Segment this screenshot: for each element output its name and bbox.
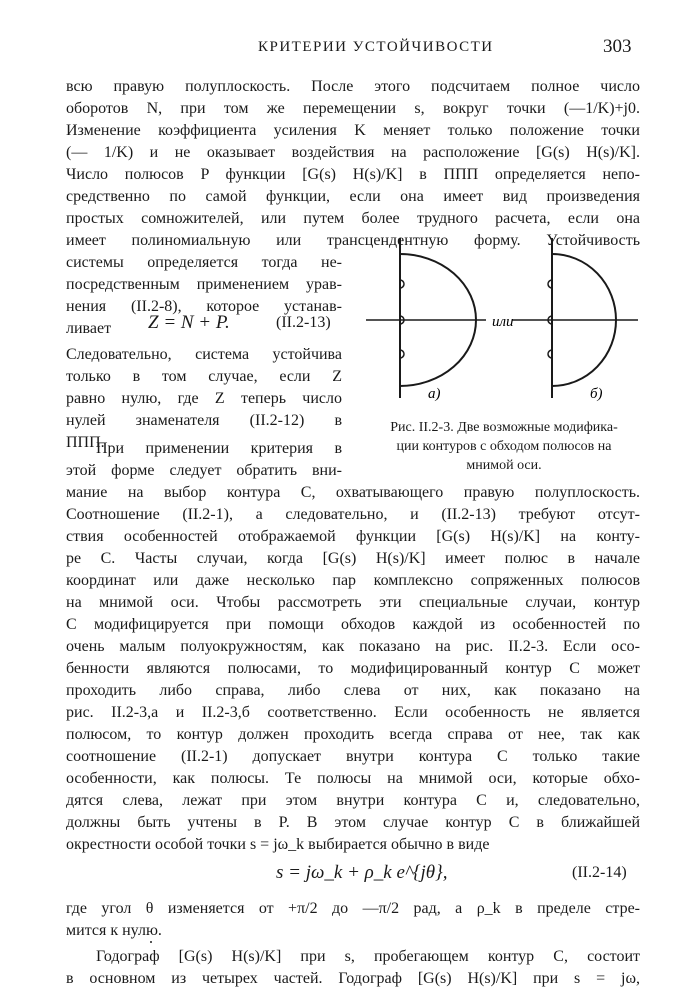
figure-label-a: а): [428, 386, 441, 402]
text-line: всю правую полуплоскость. После этого подсчитаем полное число: [66, 78, 640, 95]
text-line: ППП.: [66, 434, 105, 451]
caption-line: ции контуров с обходом полюсов на: [396, 439, 612, 454]
text-line: проходить либо справа, либо слева от них, как показано на: [66, 682, 640, 699]
text-line: должны быть учтены в P. В этом случае контур C в ближайшей: [66, 814, 640, 831]
text-line: дятся слева, лежат при этом внутри контура C и, следовательно,: [66, 792, 640, 809]
text-line: системы определяется тогда не-: [66, 254, 342, 271]
text-line: в основном из четырех частей. Годограф [G(s) H(s)/K] при s = jω,: [66, 970, 640, 987]
print-speck: [150, 941, 152, 943]
text-line: равно нулю, где Z теперь число: [66, 390, 342, 407]
text-line: рис. II.2-3,а и II.2-3,б соответственно. Если особенность не является: [66, 704, 640, 721]
text-line: очень малым полуокружностям, как показано на рис. II.2-3. Если осо-: [66, 638, 640, 655]
text-line: полюсом, то контур должен проходить всегда справа от нее, так как: [66, 726, 640, 743]
text-line: Соотношение (II.2-1), а следовательно, и (II.2-13) требуют отсут-: [66, 506, 640, 523]
text-line: ре C. Часты случаи, когда [G(s) H(s)/K] имеет полюс в начале: [66, 550, 640, 567]
text-line: имеет полиномиальную или трансцендентную форму. Устойчивость: [66, 232, 640, 249]
text-line: простых сомножителей, или путем более трудного расчета, если она: [66, 210, 640, 227]
text-line: оборотов N, при том же перемещении s, вокруг точки (—1/K)+j0.: [66, 100, 640, 117]
or-label: или: [492, 314, 514, 330]
figure-label-b: б): [590, 386, 603, 402]
equation-number: (II.2-13): [276, 314, 331, 331]
text-line: координат или даже несколько пар комплексно сопряженных полюсов: [66, 572, 640, 589]
text-line: (— 1/K) и не оказывает воздействия на расположение [G(s) H(s)/K].: [66, 144, 640, 161]
text-line: окрестности особой точки s = jω_k выбирается обычно в виде: [66, 836, 490, 853]
text-line: только в том случае, если Z: [66, 368, 342, 385]
text-line: При применении критерия в: [96, 440, 342, 457]
text-line: на мнимой оси. Чтобы рассмотреть эти специальные случаи, контур: [66, 594, 640, 611]
text-line: бенности являются полюсами, то модифицированный контур C может: [66, 660, 640, 677]
text-line: Годограф [G(s) H(s)/K] при s, пробегающем контур C, состоит: [96, 948, 640, 965]
text-line: мание на выбор контура C, охватывающего правую полуплоскость.: [66, 484, 640, 501]
figure-caption: [366, 418, 642, 475]
contour-figure: [362, 238, 646, 408]
running-header: КРИТЕРИИ УСТОЙЧИВОСТИ: [258, 39, 494, 55]
caption-line: Рис. II.2-3. Две возможные модифика-: [390, 420, 618, 435]
text-line: где угол θ изменяется от +π/2 до —π/2 рад, а ρ_k в пределе стре-: [66, 900, 640, 917]
equation-ii-2-13: Z = N + P.: [148, 312, 230, 333]
text-line: мится к нулю.: [66, 922, 162, 939]
text-line: особенности, как полюсы. Те полюсы на мнимой оси, которые обхо-: [66, 770, 640, 787]
text-line: ливает: [66, 320, 112, 337]
caption-line: мнимой оси.: [466, 458, 542, 473]
text-line: Следовательно, система устойчива: [66, 346, 342, 363]
equation-number: (II.2-14): [572, 864, 627, 881]
text-line: Число полюсов P функции [G(s) H(s)/K] в ППП определяется непо-: [66, 166, 640, 183]
page-number: 303: [603, 36, 632, 57]
text-line: C модифицируется при помощи обходов каждой из особенностей по: [66, 616, 640, 633]
text-line: посредственным применением урав-: [66, 276, 342, 293]
text-line: нения (II.2-8), которое устанав-: [66, 298, 342, 315]
equation-ii-2-14: s = jω_k + ρ_k e^{jθ},: [276, 862, 448, 883]
text-line: соотношение (II.2-1) допускает внутри контура C только такие: [66, 748, 640, 765]
text-line: Изменение коэффициента усиления K меняет только положение точки: [66, 122, 640, 139]
text-line: этой форме следует обратить вни-: [66, 462, 342, 479]
text-line: нулей знаменателя (II.2-12) в: [66, 412, 342, 429]
text-line: средственно по самой функции, если она имеет вид произведения: [66, 188, 640, 205]
text-line: ствия особенностей отображаемой функции [G(s) H(s)/K] на конту-: [66, 528, 640, 545]
